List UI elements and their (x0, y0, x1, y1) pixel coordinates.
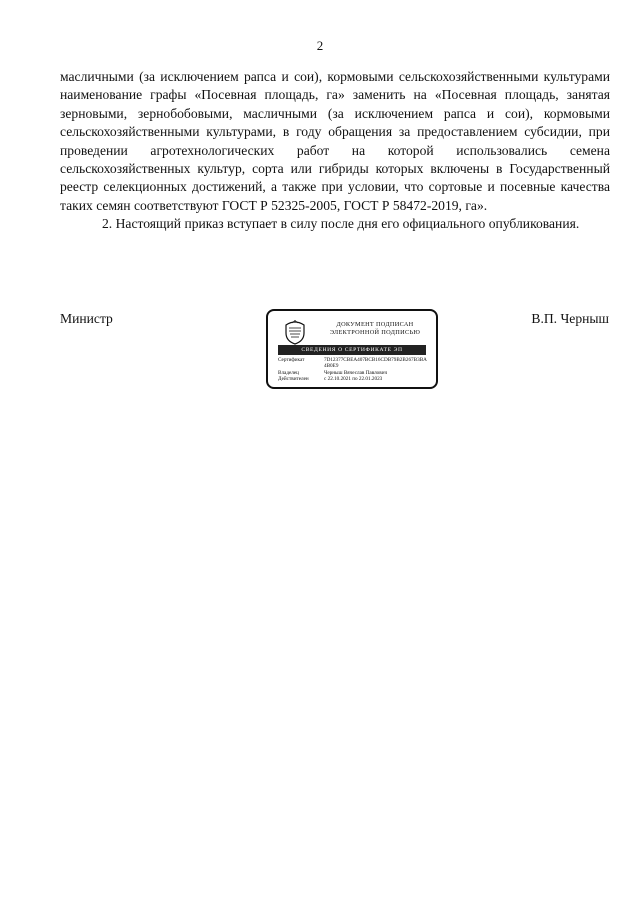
signatory-position: Министр (60, 311, 113, 326)
certificate-label: Сертификат (278, 357, 305, 363)
coat-of-arms-icon (284, 319, 306, 345)
paragraph-effective-date: 2. Настоящий приказ вступает в силу после дня его официального опубликования. (102, 216, 580, 232)
signatory-name: В.П. Черныш (531, 311, 609, 326)
stamp-details (278, 357, 428, 383)
stamp-header-line1: ДОКУМЕНТ ПОДПИСАН (336, 321, 414, 328)
page-number: 2 (316, 38, 324, 53)
certificate-value: 7D12377CBEA407BCB16CDB79B2B267B3BA4B0E9 (324, 357, 427, 370)
paragraph-continuation: масличными (за исключением рапса и сои), кормовыми сельскохозяйственными культурами наименование графы «Посевная площадь, га» заменить на «Посевная площадь, занятая зерновыми, зернобобовыми, масличными (за исключением рапса и сои), кормовыми сельскохозяйственными культурами, в году обращения за предоставлением субсидии, при проведении агротехнологических работ на которой использовались семена сельскохозяйственных культур, сорта или гибриды которых включены в Государственный реестр селекционных достижений, а также при условии, что сортовые и посевные качества таких семян соответствуют ГОСТ Р 52325-2005, ГОСТ Р 58472-2019, га». (60, 69, 610, 213)
stamp-title-bar: СВЕДЕНИЯ О СЕРТИФИКАТЕ ЭП (278, 345, 426, 355)
stamp-row-validity (278, 376, 428, 382)
document-body (60, 68, 610, 234)
owner-label: Владелец (278, 369, 299, 376)
owner-value: Черныш Вячеслав Павлович (324, 369, 388, 376)
stamp-header-line2: ЭЛЕКТРОННОЙ ПОДПИСЬЮ (329, 329, 421, 336)
stamp-header (316, 321, 434, 337)
stamp-row-certificate (278, 357, 428, 370)
validity-value: с 22.10.2021 по 22.01.2023 (324, 376, 383, 383)
validity-label: Действителен (278, 376, 309, 383)
e-signature-stamp (266, 309, 438, 389)
